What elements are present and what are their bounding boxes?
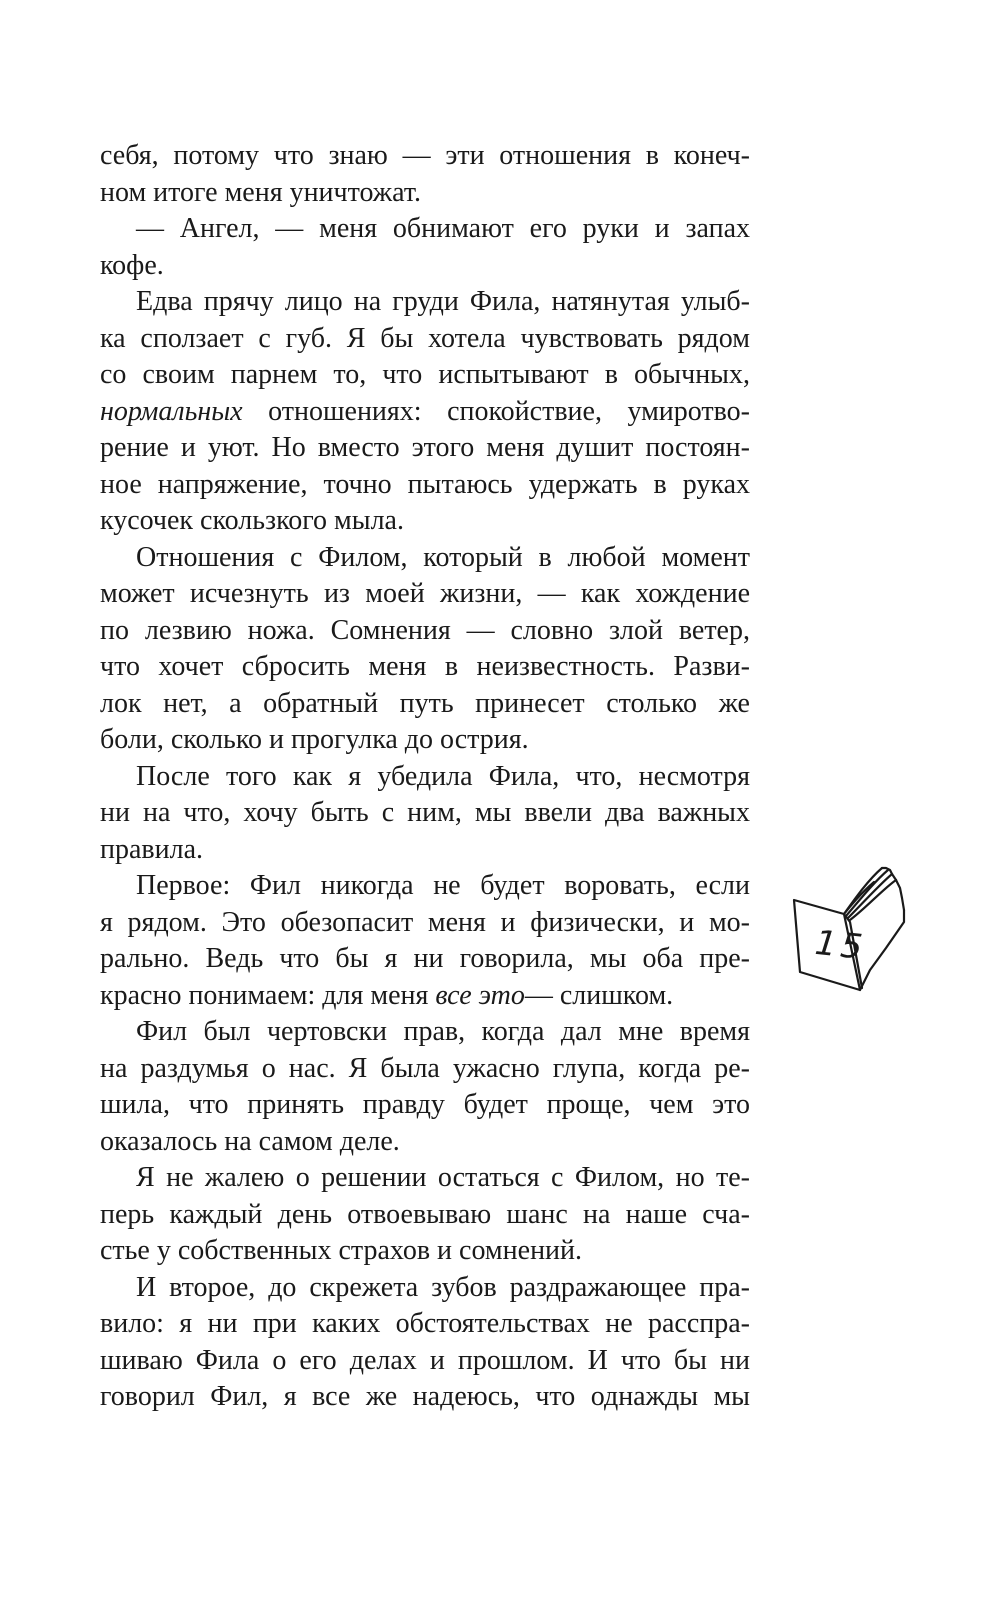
text-line: И второе, до скрежета зубов раздражающее пра- — [136, 1271, 750, 1303]
text-line: рально. Ведь что бы я ни говорила, мы оба пре- — [100, 943, 750, 974]
text-line: Отношения с Филом, который в любой момент — [136, 541, 750, 573]
text-line: я рядом. Это обезопасит меня и физически, и мо- — [100, 906, 750, 938]
text-line: со своим парнем то, что испытывают в обычных, — [100, 359, 750, 390]
text-line: стье у собственных страхов и сомнений. — [100, 1235, 583, 1266]
text-line: После того как я убедила Фила, что, несмотря — [136, 760, 750, 792]
italic-phrase: все это — [435, 979, 525, 1011]
text-line: рение и уют. Но вместо этого меня душит постоян- — [100, 432, 750, 463]
text-line: что хочет сбросить меня в неизвестность. Разви- — [100, 651, 750, 682]
text-line: шила, что принять правду будет проще, чем это — [100, 1089, 750, 1120]
italic-word: нормальных — [100, 395, 243, 427]
text-line: ни на что, хочу быть с ним, мы ввели два важных — [100, 797, 750, 828]
text-line: правила. — [100, 833, 204, 865]
text-fragment: красно понимаем: для меня — [100, 979, 429, 1011]
page-body — [100, 138, 750, 1416]
text-line: ном итоге меня уничтожат. — [100, 176, 421, 208]
text-line: кофе. — [100, 249, 164, 281]
text-fragment: — слишком. — [524, 979, 674, 1011]
text-line: Фил был чертовски прав, когда дал мне время — [136, 1016, 750, 1047]
text-line: боли, сколько и прогулка до острия. — [100, 724, 529, 755]
text-line: ное напряжение, точно пытаюсь удержать в руках — [100, 468, 750, 500]
text-line: ка сползает с губ. Я бы хотела чувствовать рядом — [100, 322, 750, 354]
text-line-with-italic — [100, 394, 750, 431]
text-line: говорил Фил, я все же надеюсь, что однажды мы — [100, 1381, 750, 1412]
text-line: по лезвию ножа. Сомнения — словно злой ветер, — [100, 614, 750, 646]
text-line: лок нет, а обратный путь принесет столько же — [100, 687, 750, 719]
text-line: себя, потому что знаю — эти отношения в конеч- — [100, 140, 750, 171]
page-number: 15 — [813, 922, 869, 969]
text-line-with-italic — [100, 978, 750, 1015]
text-line: — Ангел, — меня обнимают его руки и запах — [136, 213, 750, 244]
text-line: на раздумья о нас. Я была ужасно глупа, когда ре- — [100, 1052, 750, 1084]
text-line: может исчезнуть из моей жизни, — как хождение — [100, 578, 750, 609]
text-line: Едва прячу лицо на груди Фила, натянутая улыб- — [136, 286, 750, 317]
text-line: кусочек скользкого мыла. — [100, 505, 404, 536]
text-line: оказалось на самом деле. — [100, 1125, 400, 1157]
text-line: вило: я ни при каких обстоятельствах не расспра- — [100, 1308, 750, 1339]
text-line: Первое: Фил никогда не будет воровать, если — [136, 870, 750, 901]
text-line: перь каждый день отвоевываю шанс на наше сча- — [100, 1198, 750, 1230]
text-fragment: отношениях: спокойствие, умиротво- — [268, 395, 750, 427]
text-line: шиваю Фила о его делах и прошлом. И что бы ни — [100, 1344, 750, 1376]
text-line: Я не жалею о решении остаться с Филом, но те- — [136, 1162, 750, 1193]
